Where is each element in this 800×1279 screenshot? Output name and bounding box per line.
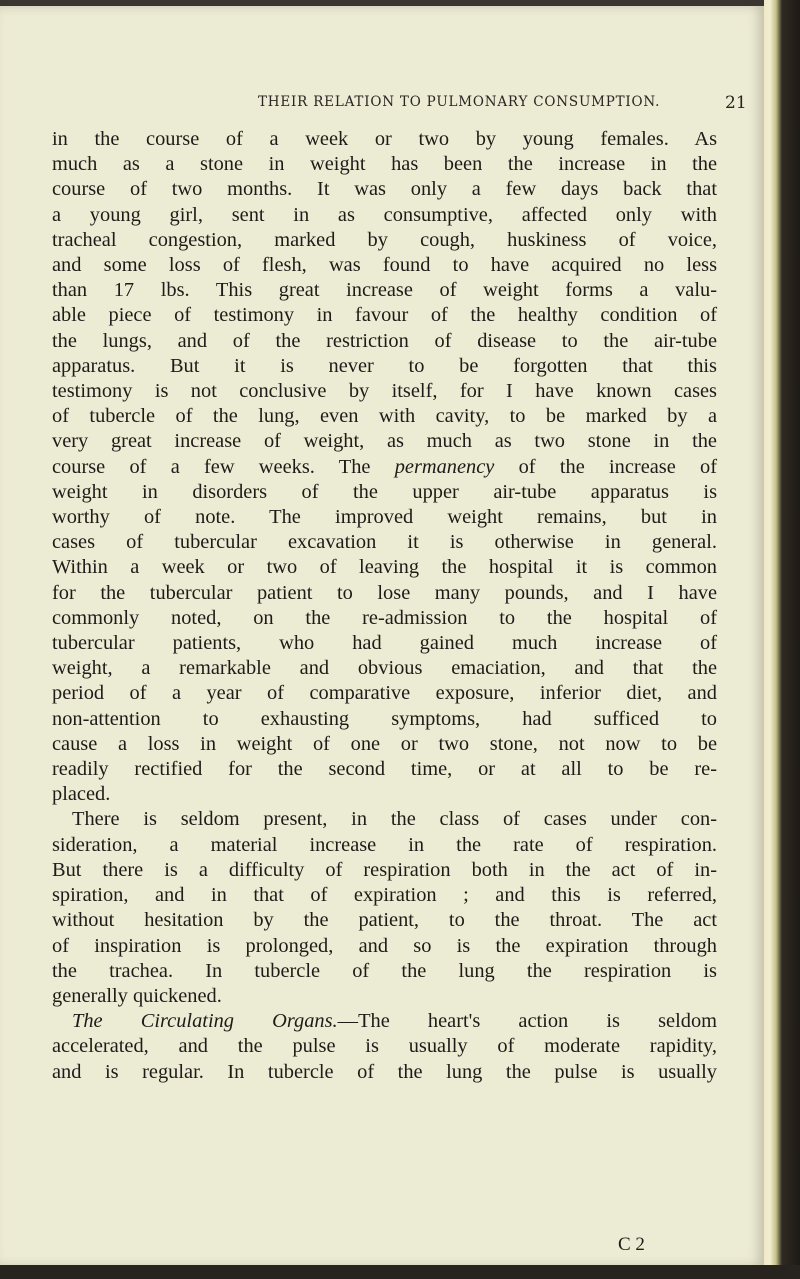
text-line: the trachea. In tubercle of the lung the respiration is: [52, 959, 717, 982]
text-line: and is regular. In tubercle of the lung the pulse is usually: [52, 1060, 717, 1083]
text-line: cases of tubercular excavation it is otherwise in general.: [52, 531, 717, 554]
body-text: [52, 127, 717, 1085]
text-run: The: [338, 455, 395, 478]
text-line: in the course of a week or two by young females. As: [52, 128, 717, 150]
text-line: the lungs, and of the restriction of disease to the air-tube: [52, 329, 717, 352]
emphasis-word: permanency: [394, 455, 495, 478]
page-header: [0, 94, 764, 118]
section-heading-line: [52, 1009, 717, 1034]
scan-bottom-edge: [0, 1265, 800, 1279]
page-number: 21: [725, 93, 747, 113]
text-line: worthy of note. The improved weight remains, but in: [52, 506, 717, 529]
text-line: generally quickened.: [52, 984, 222, 1007]
text-line: tubercular patients, who had gained much increase of: [52, 632, 717, 655]
text-line: without hesitation by the patient, to the throat. The act: [52, 909, 717, 932]
text-line: Within a week or two of leaving the hospital it is common: [52, 556, 717, 579]
text-line: weight, a remarkable and obvious emaciation, and that the: [52, 657, 717, 680]
text-line: much as a stone in weight has been the increase in the: [52, 153, 717, 176]
text-line: accelerated, and the pulse is usually of moderate rapidity,: [52, 1035, 717, 1058]
text-line: spiration, and in that of expiration ; and this is referred,: [52, 884, 717, 907]
text-line: But there is a difficulty of respiration both in the act of in-: [52, 858, 717, 881]
text-line: able piece of testimony in favour of the healthy condition of: [52, 304, 717, 327]
section-heading: The Circulating Organs.: [72, 1010, 338, 1033]
book-spine-edge: [764, 0, 800, 1279]
running-head: THEIR RELATION TO PULMONARY CONSUMPTION.: [258, 94, 661, 110]
text-line: than 17 lbs. This great increase of weight forms a valu-: [52, 279, 717, 302]
text-line: sideration, a material increase in the rate of respiration.: [52, 833, 717, 856]
text-line: for the tubercular patient to lose many pounds, and I have: [52, 581, 717, 604]
text-run: course of a few weeks.: [52, 455, 315, 478]
text-run: of the increase of: [494, 455, 718, 478]
text-line: of inspiration is prolonged, and so is the expiration through: [52, 934, 717, 957]
text-line: course of two months. It was only a few days back that: [52, 178, 717, 201]
text-line: commonly noted, on the re-admission to the hospital of: [52, 606, 717, 629]
text-line: apparatus. But it is never to be forgotten that this: [52, 354, 717, 377]
text-line: very great increase of weight, as much as two stone in the: [52, 430, 717, 453]
text-line: of tubercle of the lung, even with cavity, to be marked by a: [52, 405, 717, 428]
text-line: period of a year of comparative exposure, inferior diet, and: [52, 682, 717, 705]
text-line: a young girl, sent in as consumptive, affected only with: [52, 203, 717, 226]
text-line: placed.: [52, 783, 111, 806]
text-line: readily rectified for the second time, or at all to be re-: [52, 758, 717, 781]
text-run: —The heart's action is seldom: [337, 1010, 718, 1033]
text-line: and some loss of flesh, was found to have acquired no less: [52, 254, 717, 277]
text-line: weight in disorders of the upper air-tube apparatus is: [52, 480, 717, 503]
text-line: cause a loss in weight of one or two stone, not now to be: [52, 732, 717, 755]
text-line: non-attention to exhausting symptoms, had sufficed to: [52, 707, 717, 730]
page-sheet: [0, 6, 764, 1266]
text-line: testimony is not conclusive by itself, for I have known cases: [52, 380, 717, 403]
text-line-with-emphasis: [52, 455, 717, 480]
signature-mark: C 2: [618, 1234, 645, 1255]
text-line: tracheal congestion, marked by cough, huskiness of voice,: [52, 228, 717, 251]
text-line: There is seldom present, in the class of cases under con-: [72, 808, 717, 831]
